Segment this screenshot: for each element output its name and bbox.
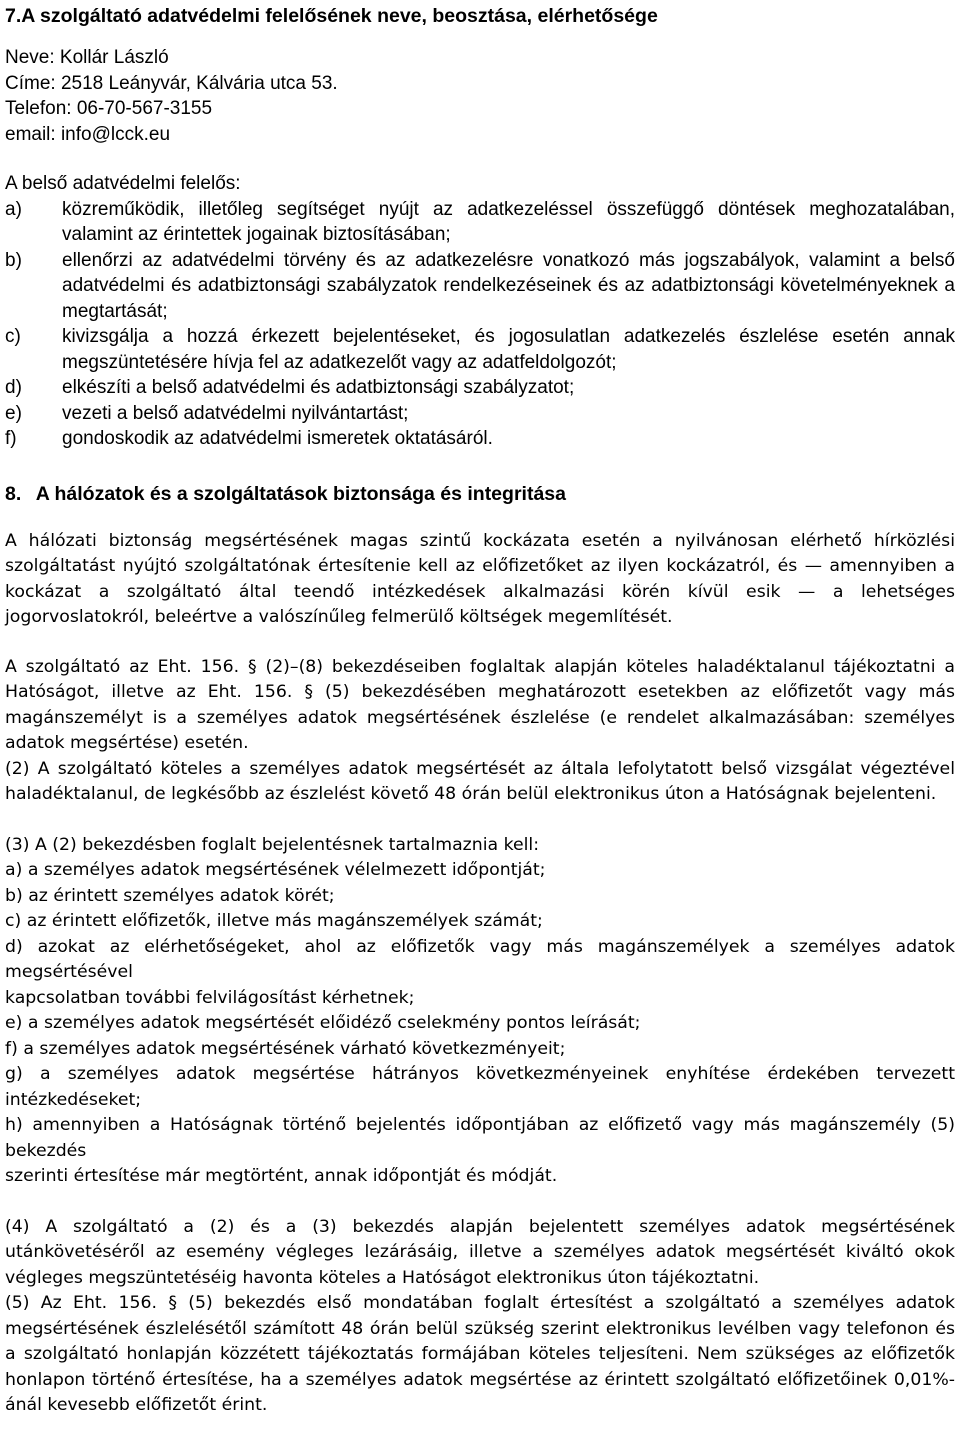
list-marker: e) [5, 402, 22, 424]
responsible-duties-list [5, 197, 955, 452]
list-item [5, 375, 955, 401]
list-item: c) az érintett előfizetők, illetve más magánszemélyek számát; [5, 911, 543, 931]
list-item: b) az érintett személyes adatok körét; [5, 885, 335, 906]
list-item: g) a személyes adatok megsértése hátrányos következményeinek enyhítése érdekében tervezett intézkedéseket; [5, 1064, 955, 1110]
list-marker: d) [5, 377, 22, 398]
section-7-title: 7.A szolgáltató adatvédelmi felelősének neve, beosztása, elérhetősége [5, 5, 658, 27]
section-8-number: 8. [5, 482, 22, 505]
contact-name: Neve: Kollár László [5, 47, 169, 68]
list-marker: a) [5, 198, 22, 220]
list-item: a) a személyes adatok megsértésének vélelmezett időpontját; [5, 860, 546, 880]
list-marker: b) [5, 249, 22, 271]
list-item [5, 401, 955, 427]
contact-email: email: info@lcck.eu [5, 123, 171, 145]
list-item: e) a személyes adatok megsértését előidéző cselekmény pontos leírását; [5, 1013, 641, 1033]
list-item [5, 324, 955, 375]
list-marker: c) [5, 326, 21, 347]
section-8-heading-text: A hálózatok és a szolgáltatások biztonsága és integritása [35, 482, 566, 505]
list-text: elkészíti a belső adatvédelmi és adatbiztonsági szabályzatot; [62, 377, 575, 398]
list-text: vezeti a belső adatvédelmi nyilvántartást; [62, 402, 409, 424]
paragraph-eht-156: A szolgáltató az Eht. 156. § (2)–(8) bekezdéseiben foglaltak alapján köteles haladéktalanul tájékoztatni a Hatóságot, illetve az Eht. 156. § (5) bekezdésében meghatározott esetekben az előfizetőt vagy más magánszemélyt is a személyes adatok megsértésének észlelése (e rendelet alkalmazásában: személyes adatok megsértése) esetén. [5, 656, 955, 753]
report-contents-list [5, 858, 955, 1190]
list-item: d) azokat az elérhetőségeket, ahol az előfizetők vagy más magánszemélyek a személyes adatok megsértésével [5, 936, 955, 982]
list-text: ellenőrzi az adatvédelmi törvény és az adatkezelésre vonatkozó más jogszabályok, valamint a belső adatvédelmi és adatbiztonsági szabályzatok rendelkezéseinek és az adatbiztonsági követelményeknek a megtartását; [62, 249, 955, 322]
paragraph-subscriber-notice: (5) Az Eht. 156. § (5) bekezdés első mondatában foglalt értesítést a szolgáltató a személyes adatok megsértésének észlelésétől számított 48 órán belül szükség szerint elektronikus levélben vagy telefonon és a szolgáltató honlapján közzétett tájékoztatás formájában köteles teljesíteni. Nem szükséges az előfizetők honlapon történő értesítése, ha a személyes adatok megsértése az érintett szolgáltató előfizetőinek 0,01%-ánál kevesebb előfizetőt érint. [5, 1293, 955, 1415]
paragraph-follow-up: (4) A szolgáltató a (2) és a (3) bekezdés alapján bejelentett személyes adatok megsértésének utánkövetéséről az esemény végleges lezárásáig, illetve a személyes adatok megsértését kiváltó okok végleges megszüntetéséig havonta köteles a Hatóságot elektronikus úton tájékoztatni. [5, 1216, 955, 1288]
list-text: kivizsgálja a hozzá érkezett bejelentéseket, és jogosulatlan adatkezelés észlelése esetén annak megszüntetésére hívja fel az adatkezelőt vagy az adatfeldolgozót; [62, 326, 955, 373]
list-item: h) amennyiben a Hatóságnak történő bejelentés időpontjában az előfizető vagy más magánszemély (5) bekezdés [5, 1115, 955, 1161]
list-item [5, 426, 955, 452]
list-item [5, 197, 955, 248]
paragraph-reporting-48h: (2) A szolgáltató köteles a személyes adatok megsértését az általa lefolytatott belső vizsgálat végeztével haladéktalanul, de legkésőbb az észlelést követő 48 órán belül elektronikus úton a Hatóságnak bejelenteni. [5, 758, 955, 804]
contact-block [5, 45, 955, 147]
list-text: közreműködik, illetőleg segítséget nyújt az adatkezeléssel összefüggő döntések meghozatalában, valamint az érintettek jogainak biztosításában; [62, 198, 955, 245]
list-item: kapcsolatban további felvilágosítást kérhetnek; [5, 987, 415, 1008]
list-item: szerinti értesítése már megtörtént, annak időpontját és módját. [5, 1166, 558, 1186]
list-item [5, 248, 955, 325]
list-text: gondoskodik az adatvédelmi ismeretek oktatásáról. [62, 428, 493, 449]
paragraph-report-contents-intro: (3) A (2) bekezdésben foglalt bejelentésnek tartalmaznia kell: [5, 834, 540, 855]
paragraph-network-security: A hálózati biztonság megsértésének magas szintű kockázata esetén a nyilvánosan elérhető hírközlési szolgáltatást nyújtó szolgáltatónak értesítenie kell az előfizetőket az ilyen kockázatról, és — amennyiben a kockázat a szolgáltató által teendő intézkedések alkalmazási körén kívül esik — a lehetséges jogorvoslatokról, beleértve a valószínűleg felmerülő költségek megemlítését. [5, 530, 955, 627]
list-item: f) a személyes adatok megsértésének várható következményeit; [5, 1038, 566, 1059]
contact-address: Címe: 2518 Leányvár, Kálvária utca 53. [5, 72, 338, 94]
contact-phone: Telefon: 06-70-567-3155 [5, 98, 213, 119]
section-8-title [5, 479, 955, 509]
list-marker: f) [5, 428, 17, 449]
responsible-intro: A belső adatvédelmi felelős: [5, 173, 241, 194]
